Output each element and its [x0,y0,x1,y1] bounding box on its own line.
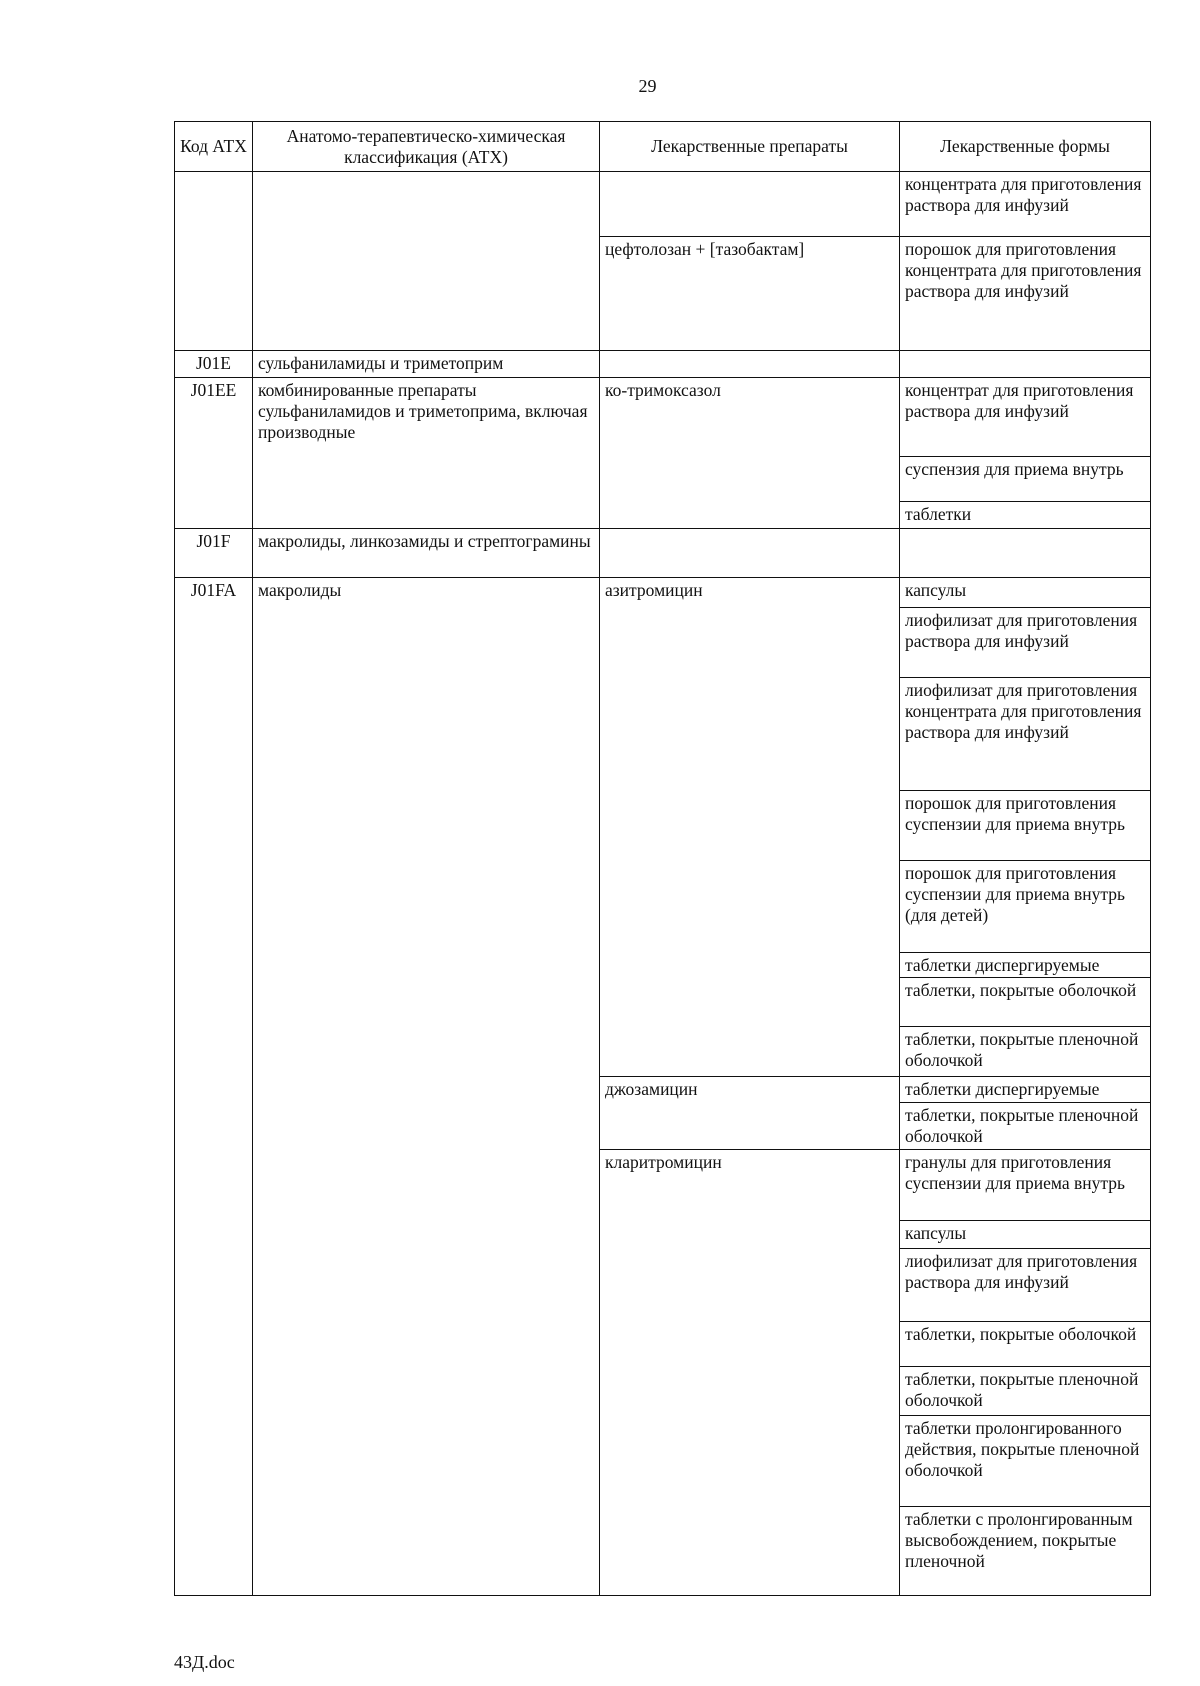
table-header-row [175,122,1151,172]
form-cell: лиофилизат для приготовления раствора для инфузий [900,607,1151,677]
drug-cell: кларитромицин [600,1150,900,1596]
table-row [175,529,1151,578]
code-cell: J01E [175,351,253,378]
form-cell: таблетки, покрытые оболочкой [900,977,1151,1026]
form-cell: таблетки диспергируемые [900,952,1151,977]
footer-filename: 43Д.doc [174,1652,235,1672]
drug-cell [600,529,900,578]
table-row [175,578,1151,607]
form-cell: таблетки диспергируемые [900,1076,1151,1102]
form-cell: таблетки с пролонгированным высвобождением, покрытые пленочной [900,1507,1151,1596]
form-cell: капсулы [900,1221,1151,1248]
form-cell: таблетки, покрытые оболочкой [900,1322,1151,1367]
form-cell: гранулы для приготовления суспензии для приема внутрь [900,1150,1151,1221]
drug-cell [600,172,900,237]
form-cell: таблетки [900,502,1151,529]
atc-cell: макролиды, линкозамиды и стрептограмины [253,529,600,578]
form-cell: порошок для приготовления концентрата для приготовления раствора для инфузий [900,237,1151,351]
atc-cell: комбинированные препараты сульфаниламидов и триметоприма, включая производные [253,378,600,529]
table-row [175,378,1151,456]
atc-cell: макролиды [253,578,600,1596]
code-cell: J01FA [175,578,253,1596]
form-cell: лиофилизат для приготовления раствора для инфузий [900,1248,1151,1321]
atc-cell: сульфаниламиды и триметоприм [253,351,600,378]
form-cell: таблетки, покрытые пленочной оболочкой [900,1102,1151,1149]
atc-cell [253,172,600,351]
table-row [175,351,1151,378]
form-cell [900,351,1151,378]
code-cell: J01EE [175,378,253,529]
form-cell: таблетки, покрытые пленочной оболочкой [900,1027,1151,1076]
form-cell: лиофилизат для приготовления концентрата для приготовления раствора для инфузий [900,678,1151,791]
drug-cell [600,351,900,378]
header-drug: Лекарственные препараты [600,122,900,172]
form-cell: порошок для приготовления суспензии для приема внутрь [900,790,1151,860]
form-cell [900,529,1151,578]
form-cell: капсулы [900,578,1151,607]
header-atc: Анатомо-терапевтическо-химическая классификация (АТХ) [253,122,600,172]
page-number: 29 [638,76,657,96]
header-code: Код АТХ [175,122,253,172]
drug-cell: джозамицин [600,1076,900,1149]
table-row [175,172,1151,237]
form-cell: порошок для приготовления суспензии для приема внутрь (для детей) [900,861,1151,953]
drug-cell: ко-тримоксазол [600,378,900,529]
form-cell: таблетки, покрытые пленочной оболочкой [900,1367,1151,1415]
form-cell: концентрата для приготовления раствора для инфузий [900,172,1151,237]
code-cell: J01F [175,529,253,578]
drug-cell: цефтолозан + [тазобактам] [600,237,900,351]
form-cell: суспензия для приема внутрь [900,456,1151,501]
drug-cell: азитромицин [600,578,900,1076]
code-cell [175,172,253,351]
header-form: Лекарственные формы [900,122,1151,172]
drug-table [174,121,1151,1596]
form-cell: концентрат для приготовления раствора для инфузий [900,378,1151,456]
form-cell: таблетки пролонгированного действия, покрытые пленочной оболочкой [900,1415,1151,1507]
